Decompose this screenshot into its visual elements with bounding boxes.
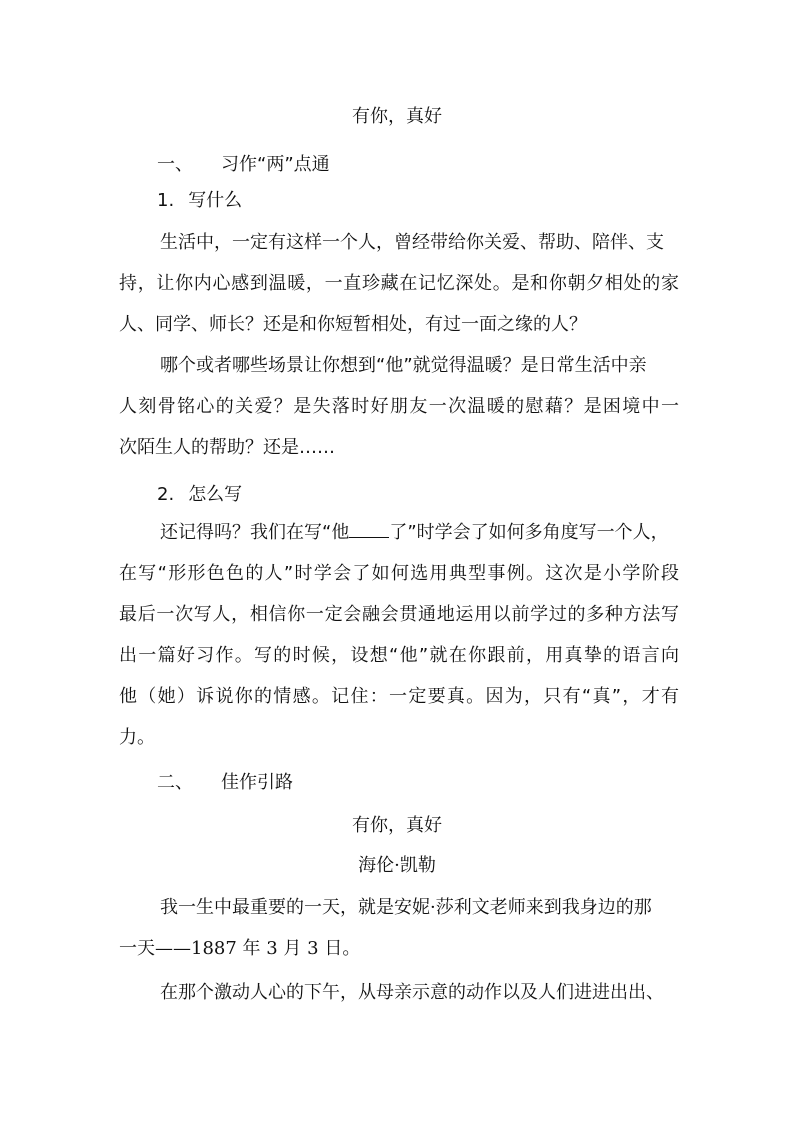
subheading-2 bbox=[157, 484, 717, 506]
paragraph-line: 持，让你内心感到温暖，一直珍藏在记忆深处。是和你朝夕相处的家 bbox=[119, 273, 679, 294]
paragraph-line: 我一生中最重要的一天，就是安妮·莎利文老师来到我身边的那 bbox=[160, 897, 652, 918]
subheading-number: 1. bbox=[157, 190, 175, 211]
paragraph-line: 人、同学、师长？还是和你短暂相处，有过一面之缘的人？ bbox=[119, 314, 587, 335]
paragraph-line: 人刻骨铭心的关爱？是失落时好朋友一次温暖的慰藉？是困境中一 bbox=[119, 396, 679, 417]
paragraph-line: 一天——1887 年 3 月 3 日。 bbox=[119, 938, 361, 959]
section-heading-2 bbox=[157, 772, 717, 794]
subheading-title: 怎么写 bbox=[188, 484, 243, 505]
section-heading-1 bbox=[157, 154, 717, 176]
paragraph-line: 出一篇好习作。写的时候，设想“他”就在你跟前，用真挚的语言向 bbox=[119, 645, 679, 666]
document-title: 有你，真好 bbox=[352, 106, 442, 127]
paragraph-line: 他（她）诉说你的情感。记住：一定要真。因为，只有“真”，才有 bbox=[119, 686, 679, 707]
fill-in-blank bbox=[349, 523, 389, 538]
paragraph-line: 最后一次写人，相信你一定会融会贯通地运用以前学过的多种方法写 bbox=[119, 604, 679, 625]
subheading-number: 2. bbox=[157, 484, 175, 505]
section-number: 一、 bbox=[157, 154, 193, 175]
paragraph-line: 在那个激动人心的下午，从母亲示意的动作以及人们进进出出、 bbox=[160, 982, 664, 1003]
paragraph-line: 还记得吗？我们在写“他 了”时学会了如何多角度写一个人， bbox=[160, 522, 669, 543]
section-title: 佳作引路 bbox=[221, 772, 293, 793]
paragraph-line: 次陌生人的帮助？还是…… bbox=[119, 437, 335, 458]
paragraph-line: 在写“形形色色的人”时学会了如何选用典型事例。这次是小学阶段 bbox=[119, 563, 679, 584]
subheading-1 bbox=[157, 190, 717, 212]
section-title: 习作“两”点通 bbox=[221, 154, 330, 175]
subheading-title: 写什么 bbox=[188, 190, 243, 211]
paragraph-line: 哪个或者哪些场景让你想到“他”就觉得温暖？是日常生活中亲 bbox=[160, 355, 647, 376]
essay-title: 有你，真好 bbox=[352, 815, 442, 836]
paragraph-line: 力。 bbox=[119, 727, 155, 748]
essay-author: 海伦·凯勒 bbox=[358, 855, 436, 876]
section-number: 二、 bbox=[157, 772, 193, 793]
paragraph-line: 生活中，一定有这样一个人，曾经带给你关爱、帮助、陪伴、支 bbox=[160, 232, 664, 253]
